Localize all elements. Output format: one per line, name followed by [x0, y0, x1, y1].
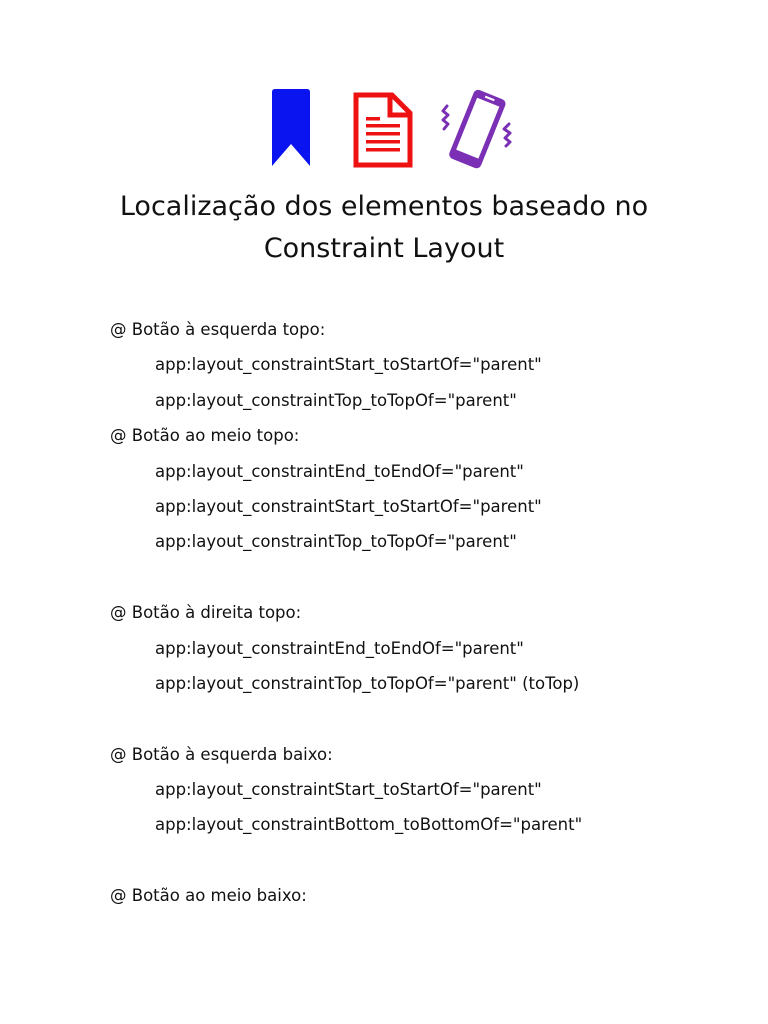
- attribute-line: app:layout_constraintTop_toTopOf="parent": [155, 390, 517, 410]
- section-heading: @ Botão à direita topo:: [110, 603, 302, 623]
- header-icons: [0, 88, 768, 172]
- attribute-line: app:layout_constraintEnd_toEndOf="parent": [155, 461, 524, 481]
- section-heading: @ Botão ao meio baixo:: [110, 886, 307, 906]
- section-heading: @ Botão à esquerda baixo:: [110, 744, 333, 764]
- bookmark-icon: [270, 88, 312, 168]
- attribute-line: app:layout_constraintTop_toTopOf="parent": [155, 532, 517, 552]
- spacer: [110, 560, 750, 595]
- section-heading: @ Botão à esquerda topo:: [110, 320, 326, 339]
- attribute-line: app:layout_constraintStart_toStartOf="parent": [155, 780, 542, 800]
- title-line-1: Localização dos elementos baseado no: [119, 191, 649, 222]
- document-body: [110, 312, 750, 914]
- spacer: [110, 843, 750, 878]
- spacer: [110, 701, 750, 736]
- attribute-line: app:layout_constraintStart_toStartOf="parent": [155, 355, 542, 375]
- document-icon: [352, 92, 414, 168]
- section-heading: @ Botão ao meio topo:: [110, 426, 300, 446]
- vibrating-phone-icon: [438, 88, 516, 172]
- attribute-line: app:layout_constraintBottom_toBottomOf="parent": [155, 815, 583, 835]
- attribute-line: app:layout_constraintStart_toStartOf="parent": [155, 496, 542, 516]
- title-line-2: Constraint Layout: [263, 233, 505, 264]
- attribute-line: app:layout_constraintEnd_toEndOf="parent": [155, 638, 524, 658]
- attribute-line: app:layout_constraintTop_toTopOf="parent" (toTop): [155, 673, 580, 693]
- page-title: [0, 186, 768, 270]
